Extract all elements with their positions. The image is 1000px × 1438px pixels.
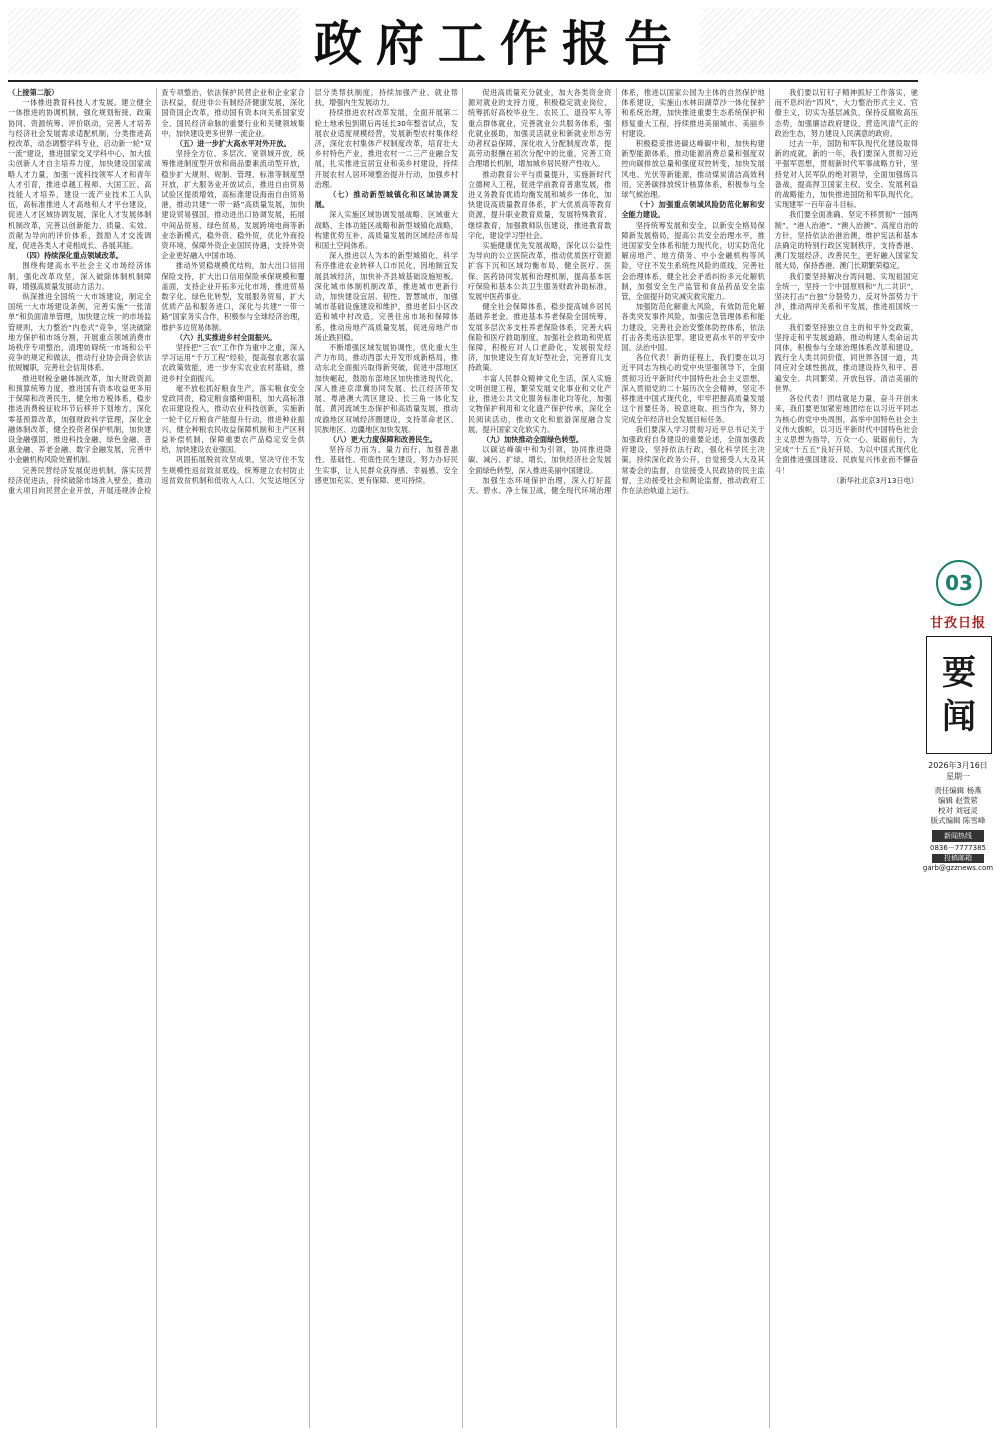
- contact-info: [922, 844, 994, 873]
- paragraph: 坚持统筹发展和安全，以新安全格局保障新发展格局，提高公共安全治理水平，推进国家安全体系和能力现代化，切实防范化解房地产、地方债务、中小金融机构等风险，守住不发生系统性风险的底线，完善社会治理体系，健全社会矛盾纠纷多元化解机制，加强安全生产监管和食品药品安全监管，全面提升防灾减灾救灾能力。: [621, 220, 765, 302]
- paragraph: 我们要坚持独立自主的和平外交政策，坚持走和平发展道路，推动构建人类命运共同体，积极参与全球治理体系改革和建设，践行全人类共同价值，同世界各国一道，共同应对全球性挑战，推动建设持久和平、普遍安全、共同繁荣、开放包容、清洁美丽的世界。: [774, 322, 918, 393]
- weekday: 星期一: [946, 772, 970, 781]
- paper-logo: 甘孜日报: [929, 616, 986, 631]
- paragraph: 围绕构建高水平社会主义市场经济体制，强化改革攻坚，深入破除体制机制障碍，增强高质量发展动力活力。: [8, 261, 152, 291]
- paragraph: 持续推进农村改革发展，全面开展第二轮土地承包到期后再延长30年整省试点，发展农业适度规模经营，发展新型农村集体经济，深化农村集体产权制度改革，培育壮大乡村特色产业，推进农村一二三产业融合发展，扎实推进宜居宜业和美乡村建设，持续开展农村人居环境整治提升行动，加强乡村治理。: [314, 108, 458, 189]
- email-label: 投稿邮箱: [932, 854, 984, 863]
- section-heading: （十）加强重点领域风险防范化解和安全能力建设。: [621, 200, 765, 220]
- email: garb@gzznews.com: [922, 864, 994, 872]
- masthead: [0, 0, 1000, 78]
- section-char: 闻: [942, 697, 976, 737]
- paragraph: 推动外贸稳规模优结构，加大出口信用保险支持，扩大出口信用保险承保规模和覆盖面，支持企业开拓多元化市场，推进贸易数字化、绿色化转型，发展服务贸易，扩大优质产品和服务进口，深化与共建“一带一路”国家务实合作，积极参与全球经济治理，维护多边贸易体制。: [161, 261, 305, 332]
- section-label: [926, 636, 992, 754]
- phone: 0836－7777385: [930, 844, 986, 852]
- paragraph: 实施健康优先发展战略，深化以公益性为导向的公立医院改革，推动优质医疗资源扩容下沉和区域均衡布局，健全医疗、医保、医药协同发展和治理机制，提高基本医疗保险和基本公共卫生服务财政补助标准，发展中医药事业。: [467, 241, 612, 302]
- paragraph: 坚持尽力而为、量力而行，加强普惠性、基础性、兜底性民生建设，努力办好民生实事，让人民群众获得感、幸福感、安全感更加充实、更有保障、更可持续。: [314, 445, 458, 485]
- news-source: （新华社北京3月13日电）: [832, 475, 918, 485]
- paragraph: 各位代表！团结就是力量，奋斗开创未来，我们要更加紧密地团结在以习近平同志为核心的党中央周围，高举中国特色社会主义伟大旗帜，以习近平新时代中国特色社会主义思想为指导，万众一心、砥砺前行，为完成“十五五”良好开局、为以中国式现代化全面推进强国建设、民族复兴伟业而不懈奋斗！: [774, 394, 918, 475]
- paragraph: 以碳达峰碳中和为引领，协同推进降碳、减污、扩绿、增长，加快经济社会发展全面绿色转型，深入推进美丽中国建设。: [467, 445, 612, 475]
- paragraph: 加强防范化解重大风险，有效防范化解各类突发事件风险，加强应急管理体系和能力建设，完善社会治安整体防控体系，依法打击各类违法犯罪，建设更高水平的平安中国、法治中国。: [621, 302, 765, 353]
- date: 2026年3月16日: [928, 761, 988, 770]
- paragraph: 过去一年，国防和军队现代化建设取得新的成就，新的一年，我们要深入贯彻习近平强军思想，贯彻新时代军事战略方针，坚持党对人民军队的绝对领导，全面加强练兵备战，提高捍卫国家主权、安全、发展利益的战略能力，加快推进国防和军队现代化，实现建军一百年奋斗目标。: [774, 139, 918, 210]
- paragraph: 我们要深入学习贯彻习近平总书记关于加强政府自身建设的重要论述，全面加强政府建设，坚持依法行政，强化科学民主决策，持续深化政务公开，自觉接受人大及其常委会的监督，自觉接受人民政协的民主监督，主动接受社会和舆论监督，推动政府工作在法治轨道上运行。: [621, 424, 765, 495]
- paragraph: 健全社会保障体系，稳步提高城乡居民基础养老金，推进基本养老保险全国统筹，发展多层次多支柱养老保险体系，完善大病保险和医疗救助制度，加强社会救助和兜底保障，积极应对人口老龄化，发展银发经济，加快建设生育友好型社会，完善育儿支持政策。: [467, 302, 612, 373]
- page-number: 03: [936, 560, 982, 606]
- paragraph: 不断增强区域发展协调性，优化重大生产力布局，推动西部大开发形成新格局，推动东北全面振兴取得新突破，促进中部地区加快崛起，鼓励东部地区加快推进现代化，深入推进京津冀协同发展、长江经济带发展、粤港澳大湾区建设、长三角一体化发展、黄河流域生态保护和高质量发展，推动成渝地区双城经济圈建设，支持革命老区、民族地区、边疆地区加快发展。: [314, 343, 458, 434]
- paragraph: 我们要坚持解决台湾问题、实现祖国完全统一，坚持一个中国原则和“九二共识”，坚决打击“台独”分裂势力，反对外部势力干涉，推动两岸关系和平发展，推进祖国统一大业。: [774, 271, 918, 322]
- paragraph: 我们要以钉钉子精神抓好工作落实，驰而不息纠治“四风”，大力整治形式主义、官僚主义，切实为基层减负，保持反腐败高压态势，加强廉洁政府建设，营造风清气正的政治生态，努力建设人民满意的政府。: [774, 88, 918, 138]
- continued-label: （上接第二版）: [8, 88, 59, 97]
- paragraph: 推进财税金融体制改革，加大财政资源和预算统筹力度，推进国有资本收益更多用于保障和改善民生，健全地方税体系，稳步推进消费税征收环节后移并下划地方，深化零基预算改革，加强财政科学管理，深化金融体制改革，健全投资者保护机制，加快建设金融强国，推进科技金融、绿色金融、普惠金融、养老金融、数字金融发展，完善中小金融机构风险处置机制。: [8, 373, 152, 465]
- section-heading: （五）进一步扩大高水平对外开放。: [175, 139, 291, 149]
- page-title: 政府工作报告: [300, 5, 700, 74]
- section-heading: （六）扎实推进乡村全面振兴。: [175, 332, 277, 342]
- paragraph: 加强生态环境保护治理，深入打好蓝天、碧水、净土保卫战，健全现代环境治理体系，推进以国家公园为主体的自然保护地体系建设，实施山水林田湖草沙一体化保护和系统治理，加快推进重要生态系统保护和修复重大工程，持续推进美丽城市、美丽乡村建设。: [467, 88, 765, 495]
- paragraph: 深入推进以人为本的新型城镇化，科学有序推进农业转移人口市民化，因地制宜发展县域经济，加快补齐县城基础设施短板，深化城市体制机制改革，推进城市更新行动，加快建设宜居、韧性、智慧城市，加强城市基础设施建设和维护，推进老旧小区改造和城中村改造，完善住房市场和保障体系，推动房地产高质量发展，促进房地产市场止跌回稳。: [314, 251, 458, 342]
- paragraph: 一体推进教育科技人才发展。建立健全一体推进的协调机制，强化规划衔接、政策协同、资源统筹、评价联动，完善人才培养与经济社会发展需求适配机制，分类推进高校改革，动态调整学科专业，启动新一轮“双一流”建设，推进国家交叉学科中心，加大拔尖创新人才自主培养力度，加快建设国家战略人才力量，加强一流科技领军人才和青年人才引育，推进卓越工程师、大国工匠、高技能人才培养，建设一流产业技术工人队伍，高标准推进人才高地和人才平台建设，促进人才区域协调发展，深化人才发展体制机制改革，完善以创新能力、质量、实效、贡献为导向的评价体系，鼓励人才交流调度，促进各类人才竞相成长、各展其能。: [8, 98, 152, 251]
- section-heading: （八）更大力度保障和改善民生。: [329, 434, 437, 444]
- staff-line: 版式编辑 陈雪峰: [930, 816, 986, 825]
- issue-date: [922, 760, 994, 782]
- paragraph: 纵深推进全国统一大市场建设，制定全国统一大市场建设条例，完善实施“一张清单”和负面清单管理，加快建立统一的市场监管规则，大力整治“内卷式”竞争，坚决破除地方保护和市场分割，开展重点领域消费市场秩序专项整治，清理妨碍统一市场和公平竞争的规定和做法，推动行业协会商会依法依规履职，完善社会信用体系。: [8, 292, 152, 373]
- hotline-badge: 新闻热线: [932, 830, 984, 842]
- article-body: [8, 88, 918, 1428]
- paragraph: 推动教育公平与质量提升，实施新时代立德树人工程，促进学前教育普惠发展，推进义务教育优质均衡发展和城乡一体化，加快建设高质量教育体系，扩大优质高等教育资源，提升职业教育质量，发展特殊教育、继续教育，加强教师队伍建设，推进教育数字化，建设学习型社会。: [467, 169, 612, 240]
- paragraph: 促进高质量充分就业，加大各类资金资源对就业的支持力度，积极稳定就业岗位，统筹抓好高校毕业生、农民工、退役军人等重点群体就业，完善就业公共服务体系，强化就业援助，加强灵活就业和新就业形态劳动者权益保障，深化收入分配制度改革，提高劳动报酬在初次分配中的比重，完善工资合理增长机制，增加城乡居民财产性收入。: [467, 88, 612, 169]
- paragraph: 毫不放松抓好粮食生产，落实粮食安全党政同责，稳定粮食播种面积，加大高标准农田建设投入，推动农业科技创新，实施新一轮千亿斤粮食产能提升行动，推进种业振兴，健全种粮农民收益保障机制和主产区利益补偿机制，保障重要农产品稳定安全供给，加快建设农业强国。: [161, 383, 305, 455]
- paragraph: 坚持全方位、多层次、宽领域开放，统筹推进制度型开放和商品要素流动型开放，稳步扩大规则、规制、管理、标准等制度型开放，扩大服务业开放试点，推进自由贸易试验区提质增效，高标准建设海南自由贸易港，推动共建“一带一路”高质量发展，加快建设贸易强国，推动进出口协调发展，拓展中间品贸易、绿色贸易，发展跨境电商等新业态新模式，稳外资、稳外贸，优化外商投资环境，保障外资企业国民待遇，支持外资企业更好融入中国市场。: [161, 149, 305, 261]
- paragraph: 我们要全面准确、坚定不移贯彻“一国两制”、“港人治港”、“澳人治澳”、高度自治的方针，坚持依法治港治澳，维护宪法和基本法确定的特别行政区宪制秩序，支持香港、澳门发展经济、改善民生，更好融入国家发展大局，保持香港、澳门长期繁荣稳定。: [774, 210, 918, 271]
- staff-credits: [922, 786, 994, 826]
- section-heading: （九）加快推动全面绿色转型。: [482, 434, 584, 444]
- top-rule: [8, 80, 918, 82]
- paragraph: 巩固拓展脱贫攻坚成果，坚决守住不发生规模性返贫致贫底线，统筹建立农村防止返贫致贫机制和低收入人口、欠发达地区分层分类帮扶制度，持续加强产业、就业帮扶，增强内生发展动力。: [161, 88, 458, 485]
- section-heading: （四）持续深化重点领域改革。: [22, 251, 124, 261]
- paragraph: 积极稳妥推进碳达峰碳中和，加快构建新型能源体系，推动能源消费总量和强度双控向碳排放总量和强度双控转变，加快发展风电、光伏等新能源，推动煤炭清洁高效利用，完善碳排放统计核算体系，积极参与全球气候治理。: [621, 139, 765, 200]
- paragraph: 各位代表！新的征程上，我们要在以习近平同志为核心的党中央坚强领导下，全面贯彻习近平新时代中国特色社会主义思想，深入贯彻党的二十届历次全会精神，坚定不移推进中国式现代化，牢牢把握高质量发展这个首要任务，锐意进取、担当作为，努力完成全年经济社会发展目标任务。: [621, 353, 765, 424]
- paragraph: 深入实施区域协调发展战略、区域重大战略、主体功能区战略和新型城镇化战略，构建优势互补、高质量发展的区域经济布局和国土空间体系。: [314, 210, 458, 251]
- section-heading: （七）推动新型城镇化和区域协调发展。: [314, 190, 458, 210]
- paragraph: 完善民营经济发展促进机制，落实民营经济促进法，持续破除市场准入壁垒，推动重大项目向民营企业开放，开展违规涉企检查专项整治，依法保护民营企业和企业家合法权益，促进非公有制经济健康发展，深化国资国企改革，推动国有资本向关系国家安全、国民经济命脉的重要行业和关键领域集中，加快建设更多世界一流企业。: [8, 88, 305, 495]
- staff-line: 校对 刘冠灵: [938, 806, 978, 815]
- staff-line: 编辑 赵萱萦: [938, 796, 978, 805]
- sidebar: [922, 560, 994, 872]
- staff-line: 责任编辑 杨燕: [934, 786, 982, 795]
- paragraph: 丰富人民群众精神文化生活，深入实施文明创建工程，繁荣发展文化事业和文化产业，推进公共文化服务标准化均等化，加强文物保护利用和文化遗产保护传承，深化全民阅读活动，推动文化和旅游深度融合发展，提升国家文化软实力。: [467, 373, 612, 434]
- paragraph: 坚持把“三农”工作作为重中之重，深入学习运用“千万工程”经验，提高强农惠农富农政策效能，进一步夯实农业农村基础，推进乡村全面振兴。: [161, 343, 305, 383]
- section-char: 要: [942, 653, 976, 693]
